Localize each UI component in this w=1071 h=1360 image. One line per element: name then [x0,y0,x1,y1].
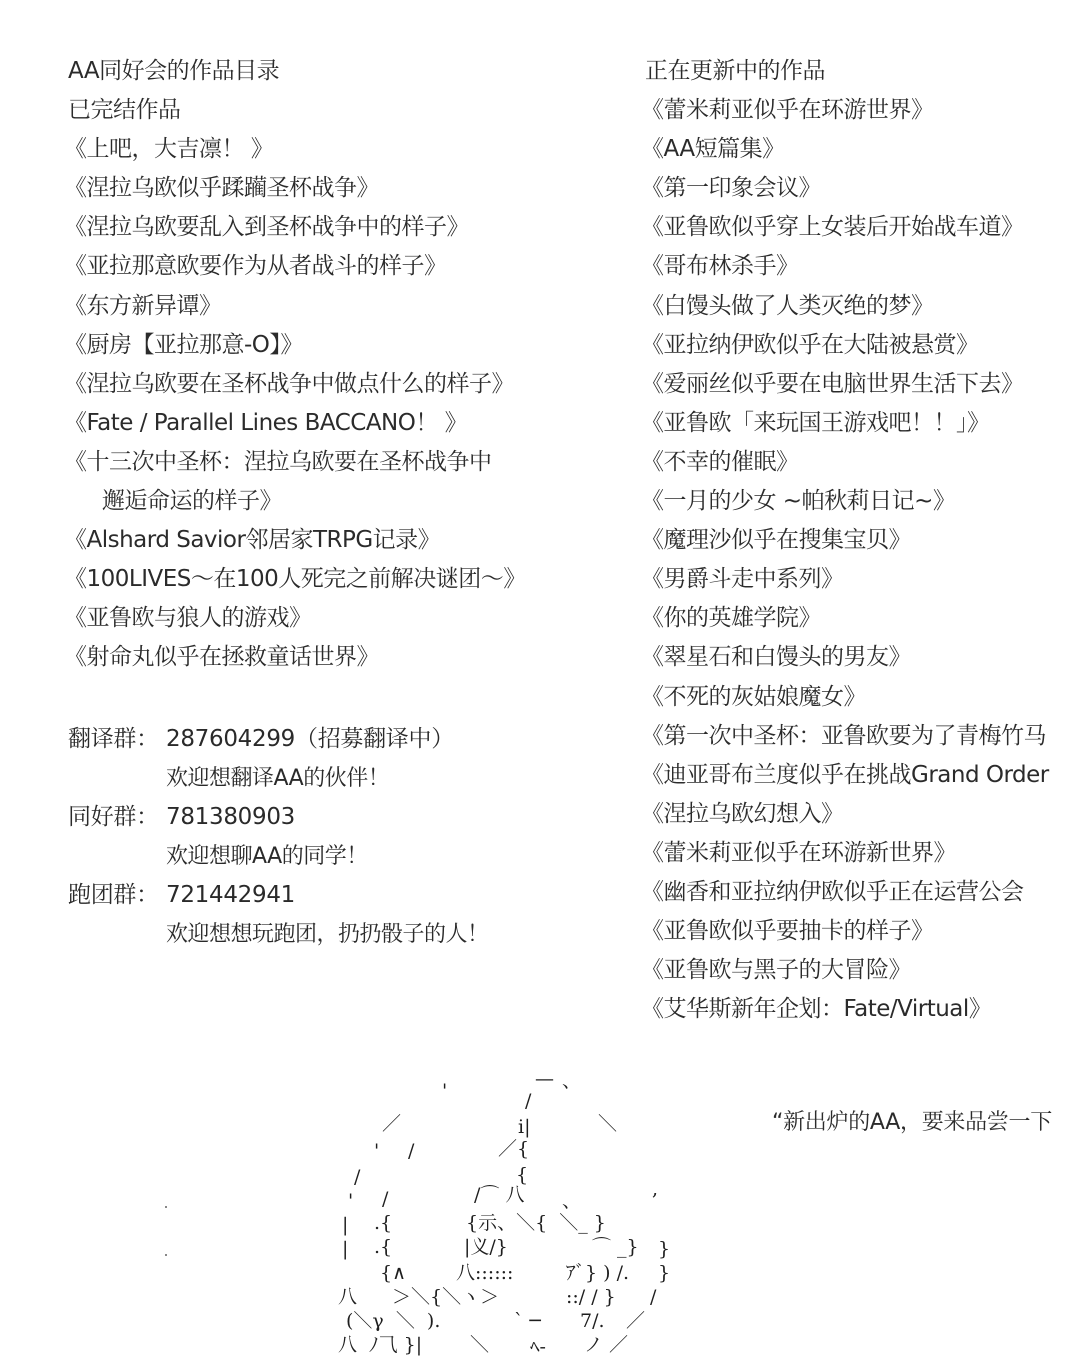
group-note: 欢迎想想玩跑团，扔扔骰子的人！ [166,921,489,947]
ascii-art-glyph: 、 [562,1070,582,1092]
ongoing-work-item: 《迪亚哥布兰度似乎在挑战Grand Order [641,761,1049,788]
ongoing-work-item: 《爱丽丝似乎要在电脑世界生活下去》 [641,370,1024,397]
ascii-art-glyph: /⌒ 八 [474,1184,525,1206]
group-translation [68,720,628,759]
ascii-art-glyph: ノ ／ [584,1334,629,1356]
right-column [641,52,1071,1029]
ongoing-work-item: 《亚鲁欧似乎要抽卡的样子》 [641,918,934,945]
completed-work-item: 《射命丸似乎在拯救童话世界》 [64,644,379,671]
ongoing-work-item: 《亚鲁欧与黑子的大冒险》 [641,957,911,984]
completed-work-item: 《涅拉乌欧要乱入到圣杯战争中的样子》 [64,214,469,241]
completed-work-item: 《厨房【亚拉那意-O】》 [64,331,303,358]
ongoing-work-item: 《幽香和亚拉纳伊欧似乎正在运营公会 [641,878,1024,905]
completed-work-item: 《上吧，大吉凛！ 》 [64,136,274,163]
ongoing-work-item: 《不死的灰姑娘魔女》 [641,683,866,710]
group-trpg [68,876,628,915]
ascii-art-glyph: ⌒ _} [592,1236,639,1258]
ascii-art-glyph: ::/ / } [566,1286,616,1308]
ascii-art-glyph: 7/. [580,1310,605,1332]
ascii-art-glyph: | [342,1214,349,1236]
ascii-art-glyph: / [525,1090,532,1112]
ongoing-work-item: 《男爵斗走中系列》 [641,566,844,593]
ascii-art-glyph: ﾍ- [530,1336,546,1358]
ascii-art-glyph: 八 [338,1286,358,1308]
ongoing-work-item: 《第一次中圣杯：亚鲁欧要为了青梅竹马 [641,722,1046,749]
ascii-art-glyph: / [382,1188,389,1210]
ascii-art-glyph: 、 [562,1190,582,1212]
ongoing-work-item: 《蕾米莉亚似乎在环游世界》 [641,97,934,124]
ascii-art-glyph: ／ [626,1310,646,1332]
ascii-art-glyph: {示、＼{ ＼_ } [466,1212,606,1234]
ascii-art-glyph: |义/} [464,1236,508,1258]
group-number: 287604299（招募翻译中） [166,725,454,752]
ongoing-work-item: 《白馒头做了人类灭绝的梦》 [641,292,934,319]
ascii-art-glyph: (＼γ ＼ ). [346,1310,441,1332]
ascii-art-glyph: .{ [374,1236,393,1258]
ongoing-work-item: 《艾华斯新年企划：Fate/Virtual》 [641,996,992,1023]
ongoing-work-item: 《蕾米莉亚似乎在环游新世界》 [641,839,956,866]
ongoing-work-item: 《翠星石和白馒头的男友》 [641,644,911,671]
ascii-art-glyph: ／{ [498,1138,530,1160]
ascii-art-glyph: / [408,1140,415,1162]
completed-work-item-continuation: 邂逅命运的样子》 [102,488,282,515]
completed-work-item: 《涅拉乌欧要在圣杯战争中做点什么的样子》 [64,370,514,397]
ascii-art-glyph: / [354,1166,361,1188]
ascii-art-glyph: ＼ [470,1334,490,1356]
catalog-title: AA同好会的作品目录 [68,58,280,84]
ascii-art-glyph: / [650,1286,657,1308]
ascii-art-glyph: | [342,1238,349,1260]
ascii-art-glyph: ' [374,1140,380,1162]
ongoing-work-item: 《第一印象会议》 [641,175,821,202]
ongoing-work-item: 《亚鲁欧「来玩国王游戏吧！！」》 [641,409,990,436]
group-note: 欢迎想翻译AA的伙伴！ [166,765,390,791]
ascii-art-glyph: ' [442,1080,448,1102]
ascii-art-glyph: 八 ﾉ⺄ }| [338,1334,423,1356]
ongoing-works-list [641,91,1071,1029]
ascii-art-glyph: — [535,1068,554,1090]
group-list [68,720,628,955]
spacer [68,678,628,720]
ongoing-work-item: 《亚鲁欧似乎穿上女装后开始战车道》 [641,214,1024,241]
completed-work-item: 《100LIVES～在100人死完之前解决谜团～》 [64,566,526,593]
ongoing-work-item: 《你的英雄学院》 [641,605,821,632]
completed-work-item: 《十三次中圣杯：涅拉乌欧要在圣杯战争中 [64,448,492,475]
ascii-art-glyph: {∧ [380,1262,406,1284]
group-fans [68,798,628,837]
completed-work-item: 《东方新异谭》 [64,292,222,319]
ascii-art-glyph: ／ [382,1113,402,1135]
ascii-art-glyph: ＼ [598,1113,618,1135]
completed-works-list [64,130,628,677]
group-note: 欢迎想聊AA的同学！ [166,843,368,869]
ongoing-heading: 正在更新中的作品 [645,58,825,84]
ascii-art-glyph: } [658,1262,671,1284]
speck-mark [165,1206,167,1208]
completed-work-item: 《亚拉那意欧要作为从者战斗的样子》 [64,253,447,280]
group-number: 721442941 [166,881,295,908]
ascii-art-glyph: ＞＼{＼ヽ＞ [392,1286,500,1308]
speech-quote: “新出炉的AA，要来品尝一下 [772,1110,1052,1135]
ongoing-work-item: 《不幸的催眠》 [641,448,799,475]
ongoing-work-item: 《魔理沙似乎在搜集宝贝》 [641,527,911,554]
ascii-art-glyph: , [652,1178,659,1200]
ascii-art-glyph: { [516,1164,529,1186]
ongoing-work-item: 《AA短篇集》 [641,136,785,163]
ongoing-work-item: 《一月的少女 ~帕秋莉日记~》 [641,488,956,515]
ongoing-work-item: 《亚拉纳伊欧似乎在大陆被悬赏》 [641,331,979,358]
ascii-art-glyph: i| [518,1116,531,1138]
completed-work-item: 《亚鲁欧与狼人的游戏》 [64,605,312,632]
completed-heading: 已完结作品 [68,97,181,124]
ascii-art-glyph: 八:::::: [456,1262,514,1284]
ascii-art-glyph: .{ [374,1212,393,1234]
group-label: 跑团群： [68,881,159,908]
ascii-art-glyph: ' [348,1190,354,1212]
speck-mark [165,1254,167,1256]
completed-work-item: 《涅拉乌欧似乎蹂躏圣杯战争》 [64,175,379,202]
group-label: 翻译群： [68,725,159,752]
ongoing-work-item: 《涅拉乌欧幻想入》 [641,800,844,827]
ongoing-work-item: 《哥布林杀手》 [641,253,799,280]
ascii-art-glyph: ` ─ [514,1310,541,1332]
ascii-art-glyph: ｱﾞ} ) /. [566,1262,630,1284]
completed-work-item: 《Alshard Savior邻居家TRPG记录》 [64,527,441,554]
completed-work-item: 《Fate / Parallel Lines BACCANO！ 》 [64,409,468,436]
group-number: 781380903 [166,803,295,830]
group-label: 同好群： [68,803,159,830]
ascii-art-glyph: } [658,1238,671,1260]
ascii-art-figure [330,1070,690,1360]
left-column [64,52,628,954]
